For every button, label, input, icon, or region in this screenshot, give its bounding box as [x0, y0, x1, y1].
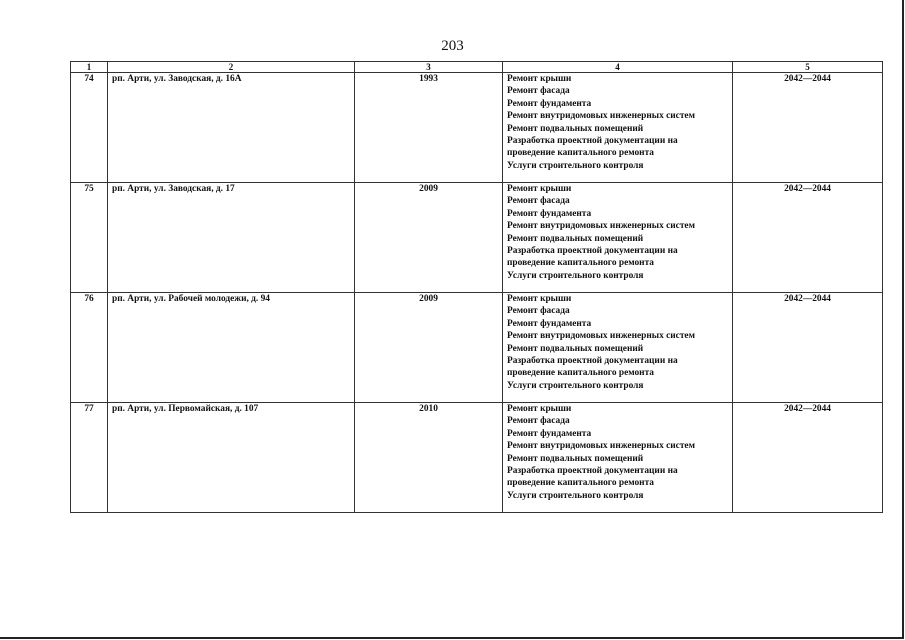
row-number-cell: 76	[71, 293, 108, 403]
work-item: Ремонт фасада	[507, 86, 570, 97]
work-item: проведение капитального ремонта	[507, 368, 654, 379]
work-item: Услуги строительного контроля	[507, 490, 644, 501]
work-item: Разработка проектной документации на	[507, 246, 678, 257]
row-number-cell: 75	[71, 183, 108, 293]
column-header-2: 2	[108, 62, 355, 73]
work-item: проведение капитального ремонта	[507, 148, 654, 159]
year-cell: 2009	[355, 183, 503, 293]
period-cell: 2042—2044	[733, 183, 883, 293]
work-item: Ремонт внутридомовых инженерных систем	[507, 221, 695, 232]
work-item: Разработка проектной документации на	[507, 356, 678, 367]
capital-repair-table	[70, 61, 883, 513]
address-cell: рп. Арти, ул. Рабочей молодежи, д. 94	[108, 293, 355, 403]
work-item: Ремонт фасада	[507, 306, 570, 317]
work-item: Ремонт внутридомовых инженерных систем	[507, 331, 695, 342]
work-item: Ремонт внутридомовых инженерных систем	[507, 111, 695, 122]
work-item: Разработка проектной документации на	[507, 136, 678, 147]
table-row	[71, 293, 883, 403]
work-item: Услуги строительного контроля	[507, 380, 644, 391]
work-item: Ремонт подвальных помещений	[507, 123, 644, 134]
work-item: Ремонт фасада	[507, 196, 570, 207]
address-cell: рп. Арти, ул. Заводская, д. 16А	[108, 73, 355, 183]
work-item: Ремонт фасада	[507, 416, 570, 427]
year-cell: 2009	[355, 293, 503, 403]
work-item: Ремонт подвальных помещений	[507, 453, 644, 464]
works-cell	[503, 403, 733, 513]
work-item: Ремонт фундамента	[507, 318, 592, 329]
column-header-3: 3	[355, 62, 503, 73]
column-header-4: 4	[503, 62, 733, 73]
row-number-cell: 74	[71, 73, 108, 183]
work-item: Ремонт внутридомовых инженерных систем	[507, 441, 695, 452]
table-row	[71, 403, 883, 513]
works-cell	[503, 73, 733, 183]
period-cell: 2042—2044	[733, 403, 883, 513]
period-cell: 2042—2044	[733, 293, 883, 403]
work-item: Ремонт фундамента	[507, 208, 592, 219]
work-item: Ремонт крыши	[507, 184, 572, 194]
page-number: 203	[441, 38, 464, 54]
work-item: Услуги строительного контроля	[507, 160, 644, 171]
address-cell: рп. Арти, ул. Первомайская, д. 107	[108, 403, 355, 513]
work-item: Услуги строительного контроля	[507, 270, 644, 281]
column-header-5: 5	[733, 62, 883, 73]
column-number-row	[71, 62, 883, 73]
column-header-1: 1	[71, 62, 108, 73]
year-cell: 1993	[355, 73, 503, 183]
year-cell: 2010	[355, 403, 503, 513]
work-item: Ремонт подвальных помещений	[507, 343, 644, 354]
work-item: Ремонт подвальных помещений	[507, 233, 644, 244]
work-item: Ремонт крыши	[507, 294, 572, 304]
work-item: Ремонт фундамента	[507, 428, 592, 439]
works-cell	[503, 183, 733, 293]
table-body	[71, 73, 883, 513]
works-cell	[503, 293, 733, 403]
work-item: Ремонт фундамента	[507, 98, 592, 109]
table-row	[71, 183, 883, 293]
address-cell: рп. Арти, ул. Заводская, д. 17	[108, 183, 355, 293]
work-item: проведение капитального ремонта	[507, 478, 654, 489]
work-item: проведение капитального ремонта	[507, 258, 654, 269]
row-number-cell: 77	[71, 403, 108, 513]
work-item: Ремонт крыши	[507, 74, 572, 84]
work-item: Ремонт крыши	[507, 404, 572, 414]
period-cell: 2042—2044	[733, 73, 883, 183]
work-item: Разработка проектной документации на	[507, 466, 678, 477]
table-row	[71, 73, 883, 183]
